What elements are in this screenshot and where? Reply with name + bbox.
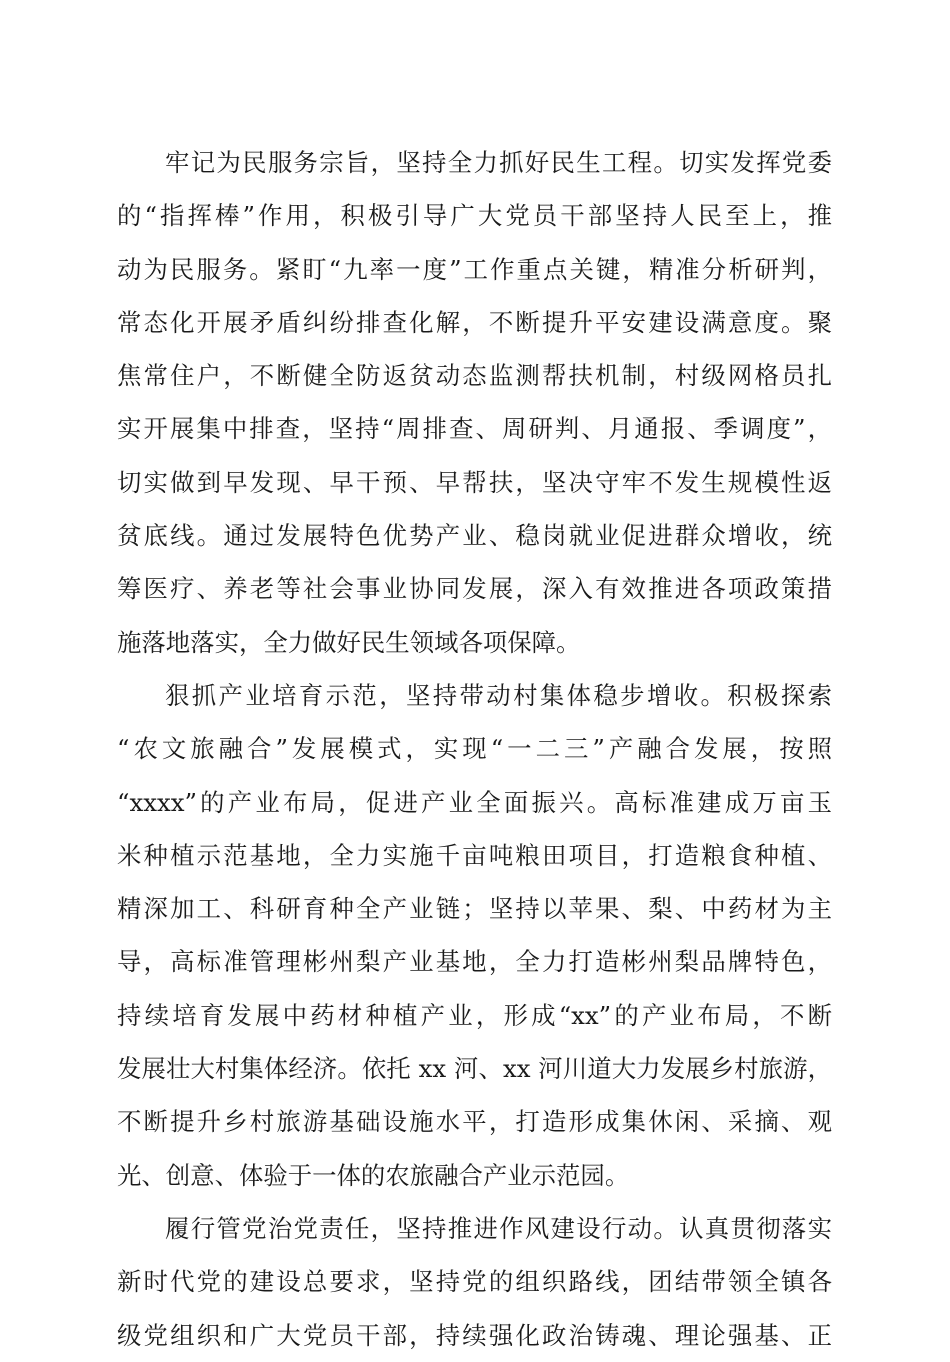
text-line: 实开展集中排查，坚持“周排查、周研判、月通报、季调度”，: [117, 414, 832, 444]
text-line: 新时代党的建设总要求，坚持党的组织路线，团结带领全镇各: [117, 1267, 832, 1297]
text-line: 持续培育发展中药材种植产业，形成“xx”的产业布局，不断: [117, 1000, 832, 1030]
text-line: 不断提升乡村旅游基础设施水平，打造形成集休闲、采摘、观: [117, 1107, 832, 1137]
document-body: [117, 136, 832, 1362]
text-line: 光、创意、体验于一体的农旅融合产业示范园。: [117, 1160, 630, 1190]
text-line: 焦常住户，不断健全防返贫动态监测帮扶机制，村级网格员扎: [117, 361, 832, 391]
text-line: “xxxx”的产业布局，促进产业全面振兴。高标准建成万亩玉: [117, 787, 832, 817]
text-line: 级党组织和广大党员干部，持续强化政治铸魂、理论强基、正: [117, 1320, 832, 1350]
paragraph-industry: [117, 669, 832, 1202]
text-line: 施落地落实，全力做好民生领域各项保障。: [117, 627, 581, 657]
text-line: 牢记为民服务宗旨，坚持全力抓好民生工程。切实发挥党委: [165, 148, 832, 177]
text-line: 筹医疗、养老等社会事业协同发展，深入有效推进各项政策措: [117, 574, 832, 604]
paragraph-livelihood: [117, 136, 832, 669]
text-line: 狠抓产业培育示范，坚持带动村集体稳步增收。积极探索: [165, 680, 832, 710]
text-line: 发展壮大村集体经济。依托 xx 河、xx 河川道大力发展乡村旅游，: [117, 1054, 832, 1084]
paragraph-party-building: [117, 1202, 832, 1362]
text-line: 履行管党治党责任，坚持推进作风建设行动。认真贯彻落实: [165, 1213, 832, 1243]
text-line: 米种植示范基地，全力实施千亩吨粮田项目，打造粮食种植、: [117, 840, 832, 870]
text-line: 导，高标准管理彬州梨产业基地，全力打造彬州梨品牌特色，: [117, 947, 832, 977]
text-line: “农文旅融合”发展模式，实现“一二三”产融合发展，按照: [117, 734, 832, 764]
text-line: 的“指挥棒”作用，积极引导广大党员干部坚持人民至上，推: [117, 201, 832, 231]
text-line: 动为民服务。紧盯“九率一度”工作重点关键，精准分析研判，: [117, 254, 832, 284]
text-line: 常态化开展矛盾纠纷排查化解，不断提升平安建设满意度。聚: [117, 307, 832, 337]
text-line: 贫底线。通过发展特色优势产业、稳岗就业促进群众增收，统: [117, 521, 832, 551]
text-line: 精深加工、科研育种全产业链；坚持以苹果、梨、中药材为主: [117, 894, 832, 924]
text-line: 切实做到早发现、早干预、早帮扶，坚决守牢不发生规模性返: [117, 467, 832, 497]
